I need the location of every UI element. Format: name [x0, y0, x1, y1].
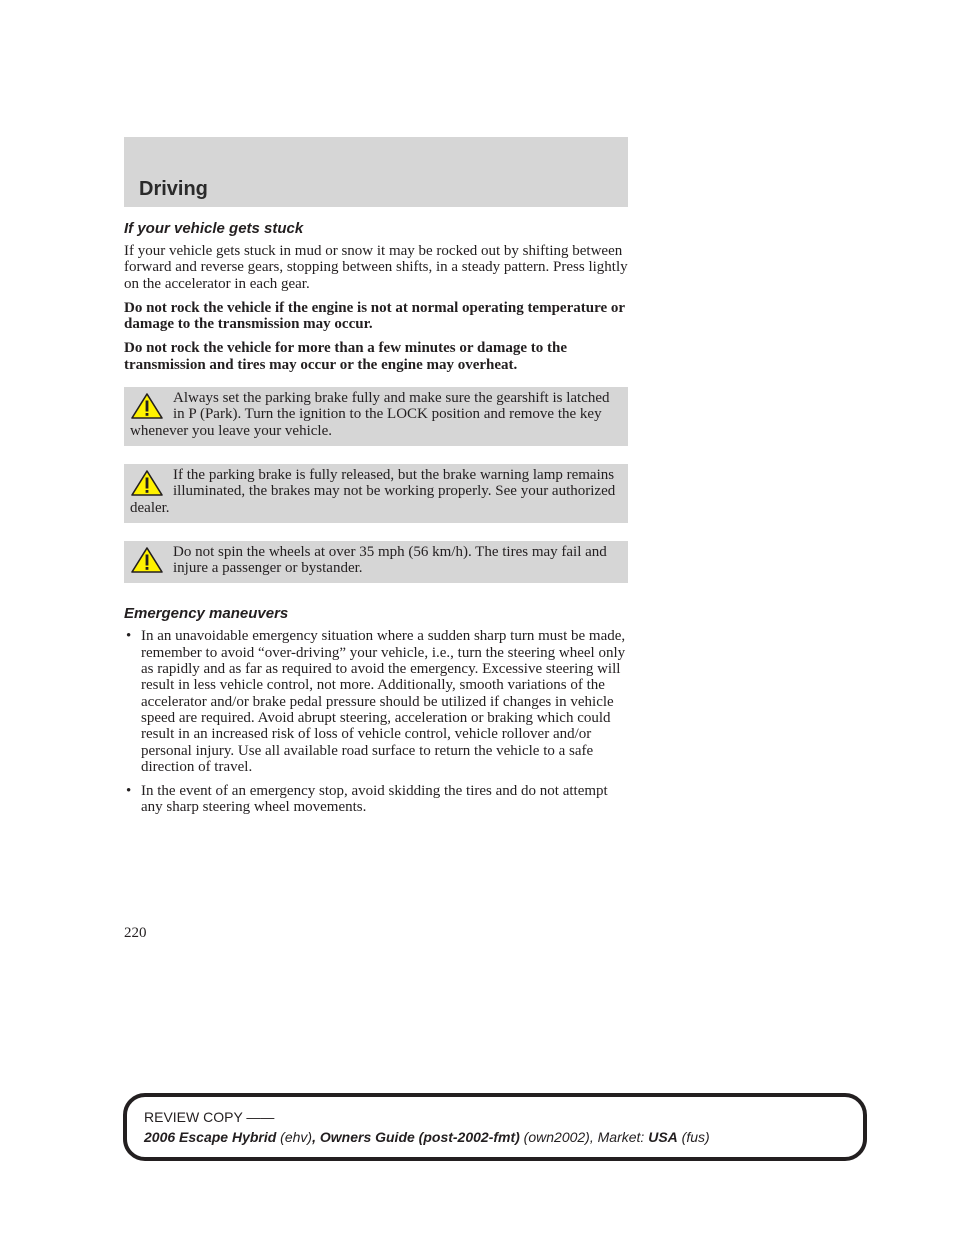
model-code: (ehv) — [276, 1129, 313, 1145]
bullet-icon: • — [126, 783, 132, 800]
warning-text-parking: Always set the parking brake fully and make sure the gearshift is latched in P (Park). Turn the ignition to the LOCK position and remove the key whenever you leave your vehicle. — [130, 390, 610, 439]
warning-box-brake-lamp — [124, 464, 628, 523]
market-label: , Market: — [589, 1129, 649, 1145]
warning-triangle-icon — [130, 469, 164, 497]
market-name: USA — [648, 1129, 678, 1145]
list-item — [124, 628, 628, 775]
emergency-bullet-list — [124, 628, 628, 815]
guide-name: Owners Guide (post-2002-fmt) — [319, 1129, 520, 1145]
stuck-caution-duration: Do not rock the vehicle for more than a few minutes or damage to the transmission and tires may occur or the engine may overheat. — [124, 340, 567, 373]
warning-box-parking — [124, 387, 628, 446]
warning-triangle-icon — [130, 546, 164, 574]
section-header-bar — [124, 137, 628, 207]
market-code: (fus) — [677, 1129, 710, 1145]
model-name: 2006 Escape Hybrid — [144, 1129, 277, 1145]
separator: , — [312, 1129, 320, 1145]
stuck-paragraph: If your vehicle gets stuck in mud or snow it may be rocked out by shifting between forward and reverse gears, stopping between shifts, in a steady pattern. Press lightly on the accelerator in each gear. — [124, 243, 628, 292]
review-copy-box — [123, 1093, 867, 1161]
review-copy-details — [144, 1129, 710, 1145]
warning-text-brake-lamp: If the parking brake is fully released, but the brake warning lamp remains illuminated, the brakes may not be working properly. See your authorized dealer. — [130, 466, 616, 516]
list-item-text: In the event of an emergency stop, avoid skidding the tires and do not attempt any sharp steering wheel movements. — [141, 783, 608, 816]
review-copy-label: REVIEW COPY —— — [144, 1109, 275, 1125]
heading-vehicle-stuck: If your vehicle gets stuck — [124, 220, 304, 237]
bullet-icon: • — [126, 628, 132, 645]
warning-box-wheel-spin — [124, 541, 628, 584]
main-content — [124, 220, 628, 824]
heading-emergency-maneuvers: Emergency maneuvers — [124, 605, 289, 623]
warning-text-wheel-spin: Do not spin the wheels at over 35 mph (56 km/h). The tires may fail and injure a passenger or bystander. — [173, 543, 607, 577]
guide-code: (own2002) — [519, 1129, 590, 1145]
page-number: 220 — [124, 925, 147, 941]
warning-triangle-icon — [130, 392, 164, 420]
list-item — [124, 783, 628, 816]
stuck-caution-temperature: Do not rock the vehicle if the engine is not at normal operating temperature or damage to the transmission may occur. — [124, 299, 625, 333]
page-title: Driving — [139, 178, 208, 200]
list-item-text: In an unavoidable emergency situation where a sudden sharp turn must be made, remember to avoid “over-driving” your vehicle, i.e., turn the steering wheel only as rapidly and as far as required to avoid the emergency. Excessive steering will result in less vehicle control, not more. Additionally, smooth variations of the accelerator and/or brake pedal pressure should be utilized if changes in vehicle speed are required. Avoid abrupt steering, acceleration or braking which could result in an increased risk of loss of vehicle control, vehicle rollover and/or personal injury. Use all available road surface to return the vehicle to a safe direction of travel. — [141, 628, 626, 775]
